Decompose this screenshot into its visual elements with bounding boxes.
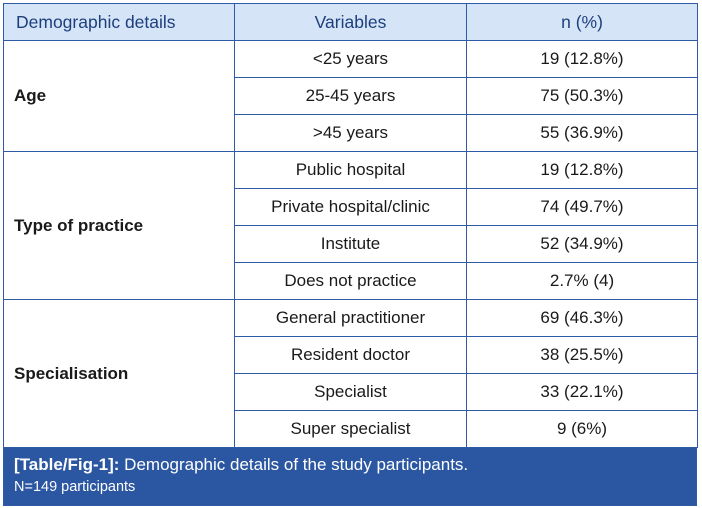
count-cell: 33 (22.1%)	[467, 374, 698, 411]
count-cell: 52 (34.9%)	[467, 226, 698, 263]
variable-cell: Super specialist	[235, 411, 467, 448]
count-cell: 2.7% (4)	[467, 263, 698, 300]
group-label-specialisation: Specialisation	[4, 300, 235, 448]
variable-cell: Resident doctor	[235, 337, 467, 374]
table-caption	[3, 448, 697, 506]
header-demographic-details: Demographic details	[4, 4, 235, 41]
variable-cell: Public hospital	[235, 152, 467, 189]
count-cell: 19 (12.8%)	[467, 41, 698, 78]
table-row	[4, 41, 698, 78]
group-label-type-of-practice: Type of practice	[4, 152, 235, 300]
header-row	[4, 4, 698, 41]
count-cell: 69 (46.3%)	[467, 300, 698, 337]
variable-cell: >45 years	[235, 115, 467, 152]
variable-cell: General practitioner	[235, 300, 467, 337]
caption-note: N=149 participants	[14, 479, 136, 495]
variable-cell: Does not practice	[235, 263, 467, 300]
caption-text: Demographic details of the study participants.	[119, 455, 469, 474]
caption-label: [Table/Fig-1]:	[14, 455, 120, 474]
variable-cell: Institute	[235, 226, 467, 263]
group-label-age: Age	[4, 41, 235, 152]
variable-cell: <25 years	[235, 41, 467, 78]
table-row	[4, 300, 698, 337]
count-cell: 55 (36.9%)	[467, 115, 698, 152]
count-cell: 75 (50.3%)	[467, 78, 698, 115]
caption-title	[14, 453, 686, 477]
table-figure	[3, 3, 697, 506]
variable-cell: 25-45 years	[235, 78, 467, 115]
count-cell: 38 (25.5%)	[467, 337, 698, 374]
count-cell: 74 (49.7%)	[467, 189, 698, 226]
demographics-table	[3, 3, 698, 448]
variable-cell: Private hospital/clinic	[235, 189, 467, 226]
table-row	[4, 152, 698, 189]
header-variables: Variables	[235, 4, 467, 41]
variable-cell: Specialist	[235, 374, 467, 411]
count-cell: 9 (6%)	[467, 411, 698, 448]
count-cell: 19 (12.8%)	[467, 152, 698, 189]
header-n-percent: n (%)	[467, 4, 698, 41]
